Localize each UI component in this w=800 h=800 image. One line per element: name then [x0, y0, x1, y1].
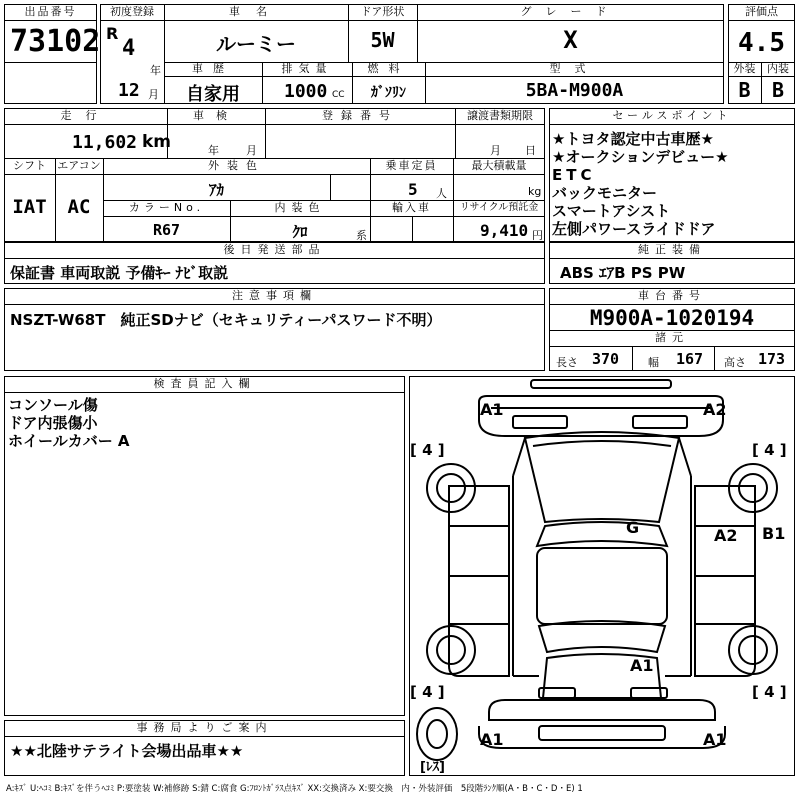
- grade: X: [563, 26, 578, 54]
- car-name: ルーミー: [216, 32, 296, 56]
- chassis-number: M900A-1020194: [589, 306, 755, 330]
- top-bumper: [531, 380, 671, 388]
- ac: AC: [67, 196, 91, 218]
- model-label: 型式: [549, 62, 600, 75]
- max-load-unit: kg: [528, 185, 542, 198]
- length: 370: [592, 350, 620, 368]
- mark-a1-top-left: A1: [480, 400, 504, 419]
- mileage-label: 走行: [60, 109, 111, 122]
- mark-a2-side: A2: [714, 526, 738, 545]
- tire-mark-front-left: [ 4 ]: [410, 441, 445, 459]
- max-load-label: 最大積載量: [471, 159, 527, 172]
- reg-no-label: 登録番号: [322, 109, 398, 122]
- width: 167: [676, 350, 704, 368]
- transfer-day-unit: 日: [525, 144, 536, 157]
- model: 5BA-M900A: [525, 80, 624, 101]
- mark-a1-bottom-right: A1: [703, 730, 727, 749]
- capacity-unit: 人: [436, 187, 447, 200]
- year-unit: 年: [150, 64, 161, 77]
- car-name-label: 車名: [229, 5, 283, 18]
- capacity: 5: [408, 180, 418, 199]
- yen-unit: 円: [532, 229, 543, 242]
- car-diagram: [409, 376, 795, 776]
- interior-color-label: 内装色: [274, 201, 326, 214]
- lot-label: 出品番号: [24, 5, 77, 18]
- import-label: 輸入車: [392, 201, 431, 214]
- era: R: [106, 24, 119, 43]
- capacity-label: 乗車定員: [385, 159, 438, 172]
- recycle-label: リサイクル預託金: [459, 202, 539, 213]
- sales-point: ★オークションデビュー★: [552, 148, 729, 166]
- sales-point: 左側パワースライドドア: [552, 220, 716, 238]
- int-label: 内装: [767, 62, 789, 75]
- width-label: 幅: [648, 356, 659, 369]
- color-no: R67: [152, 221, 181, 239]
- chassis-label: 車台番号: [638, 289, 706, 302]
- sales-point: スマートアシスト: [552, 202, 671, 220]
- mileage: 11,602: [72, 132, 138, 153]
- length-label: 長さ: [556, 356, 578, 369]
- inspection-label: 車検: [193, 109, 239, 122]
- tire-mark-front-right: [ 4 ]: [752, 441, 787, 459]
- shift-label: シフト: [13, 159, 46, 172]
- inspector-note: ホイールカバー A: [8, 432, 130, 450]
- later-parts-label: 後日発送部品: [223, 243, 326, 256]
- history: 自家用: [186, 84, 240, 105]
- ext-grade: B: [738, 78, 751, 102]
- mark-b1-side: B1: [762, 524, 786, 543]
- later-parts-value: 保証書 車両取説 予備ｷｰ ﾅﾋﾞ取説: [10, 264, 229, 282]
- office-label: 事務局よりご案内: [136, 721, 273, 734]
- sales-point: ETC: [552, 166, 596, 184]
- sales-point: バックモニター: [552, 184, 658, 202]
- tire-mark-rear-left: [ 4 ]: [410, 683, 445, 701]
- mark-g-glass: G: [626, 518, 640, 537]
- transfer-label: 譲渡書類期限: [467, 109, 533, 122]
- mark-a1-rear: A1: [630, 656, 654, 675]
- shift: IAT: [12, 196, 47, 218]
- office-value: ★★北陸サテライト会場出品車★★: [10, 742, 244, 760]
- insp-month-unit: 月: [246, 144, 257, 157]
- first-reg-year: 4: [122, 36, 136, 61]
- interior-suffix: 系: [356, 229, 367, 242]
- mark-a2-top-right: A2: [703, 400, 727, 419]
- displacement: 1000: [284, 81, 328, 102]
- tire-mark-rear-right: [ 4 ]: [752, 683, 787, 701]
- exterior-color: ｱｶ: [208, 181, 224, 199]
- sales-points-list: [552, 130, 729, 238]
- ext-label: 外装: [733, 62, 756, 75]
- history-label: 車歴: [192, 62, 234, 75]
- inspector-label: 検査員記入欄: [153, 377, 256, 390]
- inspector-note: ドア内張傷小: [8, 414, 98, 432]
- fuel: ｶﾞｿﾘﾝ: [371, 85, 406, 101]
- score: 4.5: [738, 28, 785, 58]
- transfer-month-unit: 月: [490, 144, 501, 157]
- equipment-label: 純正装備: [638, 243, 706, 256]
- score-label: 評価点: [745, 5, 778, 18]
- cc-unit: CC: [332, 90, 345, 100]
- month-unit: 月: [148, 88, 159, 101]
- mark-a1-bottom-left: A1: [480, 730, 504, 749]
- legend: A:ｷｽﾞ U:ﾍｺﾐ B:ｷｽﾞを伴うﾍｺﾐ P:要塗装 W:補修跡 S:錆 C:腐食 G:ﾌﾛﾝﾄｶﾞﾗｽ点ｷｽﾞ XX:交換済み X:要交換 内・外装評価 5段階ﾗﾝｸ順(A・B・C・D・E) 1: [6, 784, 583, 794]
- color-no-label: カラーNo.: [128, 201, 205, 214]
- specs-label: 諸元: [655, 331, 689, 344]
- sales-point: ★トヨタ認定中古車歴★: [552, 130, 714, 148]
- door-label: ドア形状: [360, 5, 405, 18]
- displacement-label: 排気量: [281, 62, 333, 75]
- notes-label: 注意事項欄: [232, 289, 317, 302]
- inspector-notes: [8, 396, 130, 450]
- equipment-value: ABS ｴｱB PS PW: [560, 264, 686, 282]
- insp-year-unit: 年: [208, 144, 219, 157]
- exterior-color-label: 外装色: [208, 159, 265, 172]
- interior-color: ｸﾛ: [292, 223, 308, 241]
- fuel-label: 燃料: [367, 62, 410, 75]
- inspector-note: コンソール傷: [8, 396, 98, 414]
- int-grade: B: [771, 78, 785, 102]
- ac-label: エアコン: [57, 159, 101, 172]
- first-reg-month: 12: [118, 80, 140, 101]
- sales-points-label: セールスポイント: [612, 109, 732, 122]
- notes-value: NSZT-W68T 純正SDナビ（セキュリティーパスワード不明）: [10, 311, 442, 329]
- height: 173: [758, 350, 786, 368]
- first-reg-label: 初度登録: [110, 5, 154, 18]
- lot-number: 73102: [10, 24, 101, 59]
- door-type: 5W: [370, 28, 395, 52]
- height-label: 高さ: [724, 356, 746, 369]
- recycle-fee: 9,410: [480, 221, 529, 240]
- grade-label: グレード: [520, 5, 621, 18]
- spare-tire-mark: [ﾚｽ]: [420, 760, 445, 775]
- km-unit: km: [142, 132, 172, 152]
